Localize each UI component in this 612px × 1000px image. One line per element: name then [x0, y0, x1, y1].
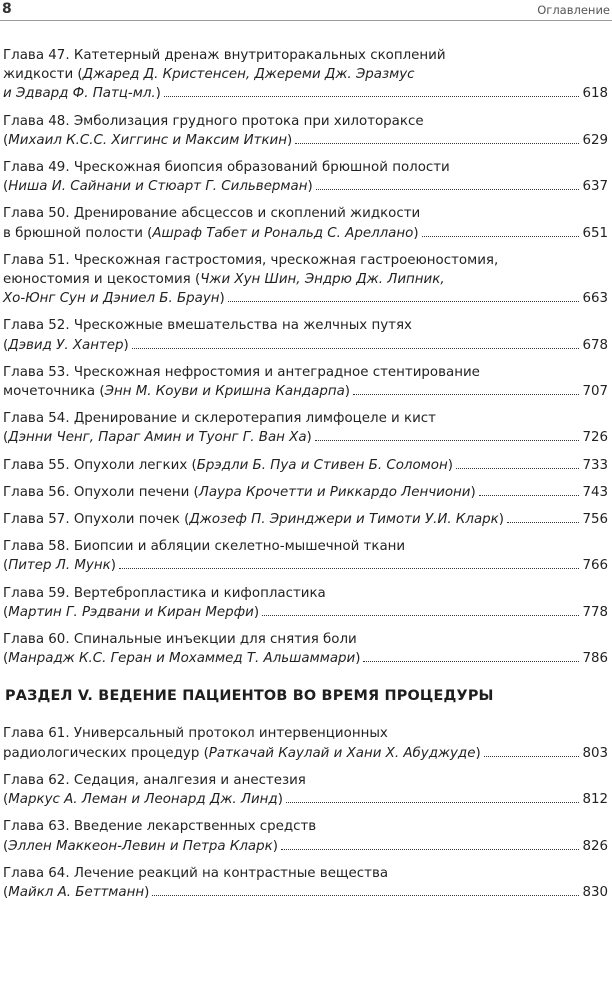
toc-page-number: 726 [582, 430, 608, 446]
toc-entry[interactable] [3, 771, 608, 809]
toc-entry-suffix: ) [253, 604, 260, 620]
toc-entry-prefix: ( [3, 132, 9, 148]
toc-entry-text: Глава 48. Эмболизация грудного протока при хилотораксе [3, 113, 424, 129]
toc-entry-authors: Раткачай Каулай и Хани Х. Абуджуде [208, 745, 476, 761]
toc-entry-prefix: ( [3, 337, 9, 353]
toc-entry-suffix: ) [498, 512, 504, 528]
toc-entry[interactable] [3, 456, 608, 475]
toc-page-number: 826 [582, 838, 608, 854]
toc-entry-line [3, 65, 608, 84]
toc-entry-line [3, 724, 608, 743]
dot-leader [281, 848, 579, 850]
toc-entry[interactable] [3, 510, 608, 529]
toc-list-section-iv [3, 46, 608, 668]
toc-entry-last-line [3, 649, 608, 668]
dot-leader [456, 467, 580, 469]
toc-entry-suffix: ) [470, 484, 476, 500]
toc-entry-text: Глава 53. Чрескожная нефростомия и антеградное стентирование [3, 364, 480, 380]
toc-entry-last-line [3, 556, 608, 575]
toc-entry[interactable] [3, 409, 608, 447]
toc-entry-line [3, 158, 608, 177]
toc-entry-authors: Мартин Г. Рэдвани и Киран Мерфи [8, 604, 254, 620]
toc-entry-line [3, 864, 608, 883]
toc-entry-prefix: Глава 56. Опухоли печени ( [3, 484, 199, 500]
toc-entry-last-line [3, 510, 608, 529]
toc-entry-prefix: мочеточника ( [3, 384, 105, 400]
toc-entry-text: Глава 61. Универсальный протокол интервенционных [3, 726, 388, 742]
toc-entry-text: Глава 62. Седация, аналгезия и анестезия [3, 772, 306, 788]
toc-entry[interactable] [3, 584, 608, 622]
toc-entry-prefix: ( [3, 884, 9, 900]
toc-entry-authors: Чжи Хун Шин, Эндрю Дж. Липник, [200, 272, 445, 288]
section-heading: РАЗДЕЛ V. ВЕДЕНИЕ ПАЦИЕНТОВ ВО ВРЕМЯ ПРОЦЕДУРЫ [5, 688, 494, 705]
toc-entry-last-text [3, 289, 225, 308]
toc-entry-last-line [3, 603, 608, 622]
toc-entry-authors: и Эдвард Ф. Патц-мл. [3, 86, 156, 102]
toc-entry-last-line [3, 790, 608, 809]
toc-page-number: 651 [582, 225, 608, 241]
toc-entry[interactable] [3, 112, 608, 150]
toc-entry-suffix: ) [144, 884, 150, 900]
toc-entry-suffix: ) [344, 384, 351, 400]
toc-entry-prefix: в брюшной полости ( [3, 225, 153, 241]
toc-entry-authors: Лаура Крочетти и Риккардо Ленчиони [198, 484, 471, 500]
toc-entry-line [3, 771, 608, 790]
toc-entry-suffix: ) [155, 86, 161, 102]
dot-leader [286, 801, 580, 803]
dot-leader [316, 188, 580, 190]
toc-page-number: 678 [582, 337, 608, 353]
toc-entry-authors: Брэдли Б. Пуа и Стивен Б. Соломон [196, 457, 448, 473]
toc-entry-prefix: ( [3, 651, 9, 667]
toc-entry-line [3, 270, 608, 289]
table-of-contents [3, 46, 608, 910]
toc-entry-suffix: ) [447, 457, 453, 473]
toc-page-number: 803 [582, 745, 608, 761]
page-header [0, 0, 612, 21]
toc-entry-line [3, 409, 608, 428]
toc-entry-line [3, 316, 608, 335]
toc-entry-authors: Хо-Юнг Сун и Дэниел Б. Браун [3, 291, 220, 307]
toc-entry-suffix: ) [307, 179, 313, 195]
toc-entry-text: Глава 49. Чрескожная биопсия образований брюшной полости [3, 160, 450, 176]
toc-entry-last-line [3, 336, 608, 355]
toc-entry-line [3, 251, 608, 270]
toc-entry-last-text [3, 790, 283, 809]
toc-entry-last-text [3, 883, 149, 902]
toc-page-number: 766 [582, 558, 608, 574]
toc-entry-suffix: ) [277, 792, 283, 808]
toc-page-number: 743 [582, 484, 608, 500]
toc-entry-line [3, 363, 608, 382]
toc-entry-text: Глава 51. Чрескожная гастростомия, чрескожная гастроеюностомия, [3, 252, 499, 268]
toc-entry-last-text [3, 131, 292, 150]
dot-leader [119, 567, 579, 569]
toc-entry-last-text [3, 84, 161, 103]
dot-leader [315, 439, 580, 441]
toc-entry-authors: Дэнни Ченг, Параг Амин и Туонг Г. Ван Ха [8, 430, 307, 446]
toc-page-number: 707 [582, 384, 608, 400]
toc-entry-text: Глава 52. Чрескожные вмешательства на желчных путях [3, 318, 412, 334]
toc-entry-last-line [3, 84, 608, 103]
dot-leader [152, 894, 579, 896]
toc-entry[interactable] [3, 537, 608, 575]
toc-entry-last-text [3, 556, 116, 575]
toc-entry-text: Глава 64. Лечение реакций на контрастные вещества [3, 865, 389, 881]
toc-entry[interactable] [3, 158, 608, 196]
toc-entry-last-text [3, 177, 313, 196]
running-head: Оглавление [537, 3, 610, 17]
dot-leader [479, 494, 580, 496]
toc-entry-authors: Майкл А. Беттманн [8, 884, 145, 900]
toc-entry[interactable] [3, 724, 608, 762]
toc-entry-authors: Энн М. Коуви и Кришна Кандарпа [104, 384, 345, 400]
toc-entry-authors: Эллен Маккеон-Левин и Петра Кларк [8, 838, 273, 854]
toc-entry[interactable] [3, 363, 608, 401]
toc-entry-last-text [3, 483, 476, 502]
toc-page-number: 756 [582, 512, 608, 528]
toc-entry-line [3, 46, 608, 65]
toc-entry-last-line [3, 224, 608, 243]
toc-page-number: 812 [582, 792, 608, 808]
toc-entry-suffix: ) [355, 651, 361, 667]
toc-entry-line [3, 584, 608, 603]
toc-entry-last-line [3, 744, 608, 763]
dot-leader [228, 300, 580, 302]
toc-entry-suffix: ) [306, 430, 312, 446]
toc-entry-suffix: ) [413, 225, 419, 241]
toc-entry-last-text [3, 428, 312, 447]
toc-entry-authors: Манрадж К.С. Геран и Мохаммед Т. Альшаммари [8, 651, 356, 667]
dot-leader [363, 660, 579, 662]
toc-entry-suffix: ) [110, 558, 116, 574]
toc-entry-suffix: ) [123, 337, 129, 353]
toc-entry-prefix: ( [3, 179, 9, 195]
toc-entry-last-line [3, 428, 608, 447]
dot-leader [507, 521, 579, 523]
toc-entry-authors: Михаил К.С.С. Хиггинс и Максим Иткин [8, 132, 287, 148]
toc-entry-last-text [3, 649, 360, 668]
toc-entry-last-text [3, 603, 259, 622]
toc-entry-text: Глава 63. Введение лекарственных средств [3, 819, 317, 835]
page-number: 8 [2, 1, 12, 17]
toc-entry-text: Глава 60. Спинальные инъекции для снятия боли [3, 632, 357, 648]
toc-page-number: 786 [582, 651, 608, 667]
toc-entry-text: Глава 47. Катетерный дренаж внутриторакальных скоплений [3, 48, 446, 63]
toc-entry-last-text [3, 382, 350, 401]
toc-page-number: 629 [582, 132, 608, 148]
toc-entry-line [3, 537, 608, 556]
toc-entry-last-text [3, 456, 453, 475]
toc-entry[interactable] [3, 316, 608, 354]
toc-entry-last-text [3, 224, 419, 243]
toc-entry-text: Глава 54. Дренирование и склеротерапия лимфоцеле и кист [3, 411, 436, 427]
toc-entry-text: жидкости ( [3, 67, 83, 83]
toc-entry[interactable] [3, 46, 608, 104]
toc-entry-prefix: ( [3, 558, 9, 574]
dot-leader [295, 142, 579, 144]
toc-entry-authors: Ниша И. Сайнани и Стюарт Г. Сильверман [8, 179, 308, 195]
toc-entry-last-line [3, 131, 608, 150]
dot-leader [422, 235, 580, 237]
toc-entry-last-line [3, 456, 608, 475]
toc-entry-line [3, 112, 608, 131]
toc-entry-last-text [3, 744, 481, 763]
toc-page-number: 733 [582, 457, 608, 473]
toc-entry-last-text [3, 837, 278, 856]
toc-entry[interactable] [3, 204, 608, 242]
toc-entry-authors: Джаред Д. Кристенсен, Джереми Дж. Эразмус [82, 67, 415, 83]
dot-leader [164, 95, 580, 97]
toc-entry-last-line [3, 883, 608, 902]
toc-entry-last-line [3, 289, 608, 308]
toc-page-number: 618 [582, 86, 608, 102]
toc-entry-authors: Маркус А. Леман и Леонард Дж. Линд [8, 792, 278, 808]
toc-entry-authors: Джозеф П. Эринджери и Тимоти У.И. Кларк [189, 512, 499, 528]
toc-page-number: 778 [582, 604, 608, 620]
toc-entry-line [3, 630, 608, 649]
toc-entry-prefix: ( [3, 604, 9, 620]
toc-page-number: 830 [582, 884, 608, 900]
toc-entry-line [3, 817, 608, 836]
toc-entry-prefix: Глава 55. Опухоли легких ( [3, 457, 197, 473]
toc-entry-suffix: ) [272, 838, 278, 854]
toc-list-section-v [3, 724, 608, 902]
toc-entry-text: Глава 50. Дренирование абсцессов и скоплений жидкости [3, 206, 421, 222]
toc-entry[interactable] [3, 864, 608, 902]
toc-entry-prefix: Глава 57. Опухоли почек ( [3, 512, 190, 528]
toc-entry-prefix: ( [3, 838, 9, 854]
toc-entry-text: еюностомия и цекостомия ( [3, 272, 201, 288]
toc-entry-last-text [3, 510, 504, 529]
toc-entry-prefix: радиологических процедур ( [3, 745, 209, 761]
toc-entry-last-line [3, 382, 608, 401]
dot-leader [353, 393, 579, 395]
toc-entry-text: Глава 58. Биопсии и абляции скелетно-мышечной ткани [3, 539, 406, 555]
toc-entry-suffix: ) [287, 132, 293, 148]
toc-entry-last-line [3, 483, 608, 502]
dot-leader [132, 347, 580, 349]
toc-entry-authors: Питер Л. Мунк [8, 558, 111, 574]
dot-leader [262, 614, 579, 616]
toc-entry-suffix: ) [475, 745, 481, 761]
toc-entry[interactable] [3, 483, 608, 502]
toc-entry-text: Глава 59. Вертебропластика и кифопластика [3, 585, 326, 601]
toc-entry-authors: Дэвид У. Хантер [8, 337, 124, 353]
toc-entry[interactable] [3, 630, 608, 668]
toc-entry-line [3, 204, 608, 223]
toc-entry[interactable] [3, 817, 608, 855]
toc-entry-prefix: ( [3, 430, 9, 446]
toc-entry-prefix: ( [3, 792, 9, 808]
toc-page-number: 663 [582, 291, 608, 307]
toc-entry-authors: Ашраф Табет и Рональд С. Ареллано [152, 225, 414, 241]
toc-entry[interactable] [3, 251, 608, 309]
toc-entry-last-text [3, 336, 129, 355]
toc-entry-last-line [3, 837, 608, 856]
toc-entry-last-line [3, 177, 608, 196]
toc-page-number: 637 [582, 179, 608, 195]
toc-entry-suffix: ) [219, 291, 225, 307]
dot-leader [484, 755, 580, 757]
